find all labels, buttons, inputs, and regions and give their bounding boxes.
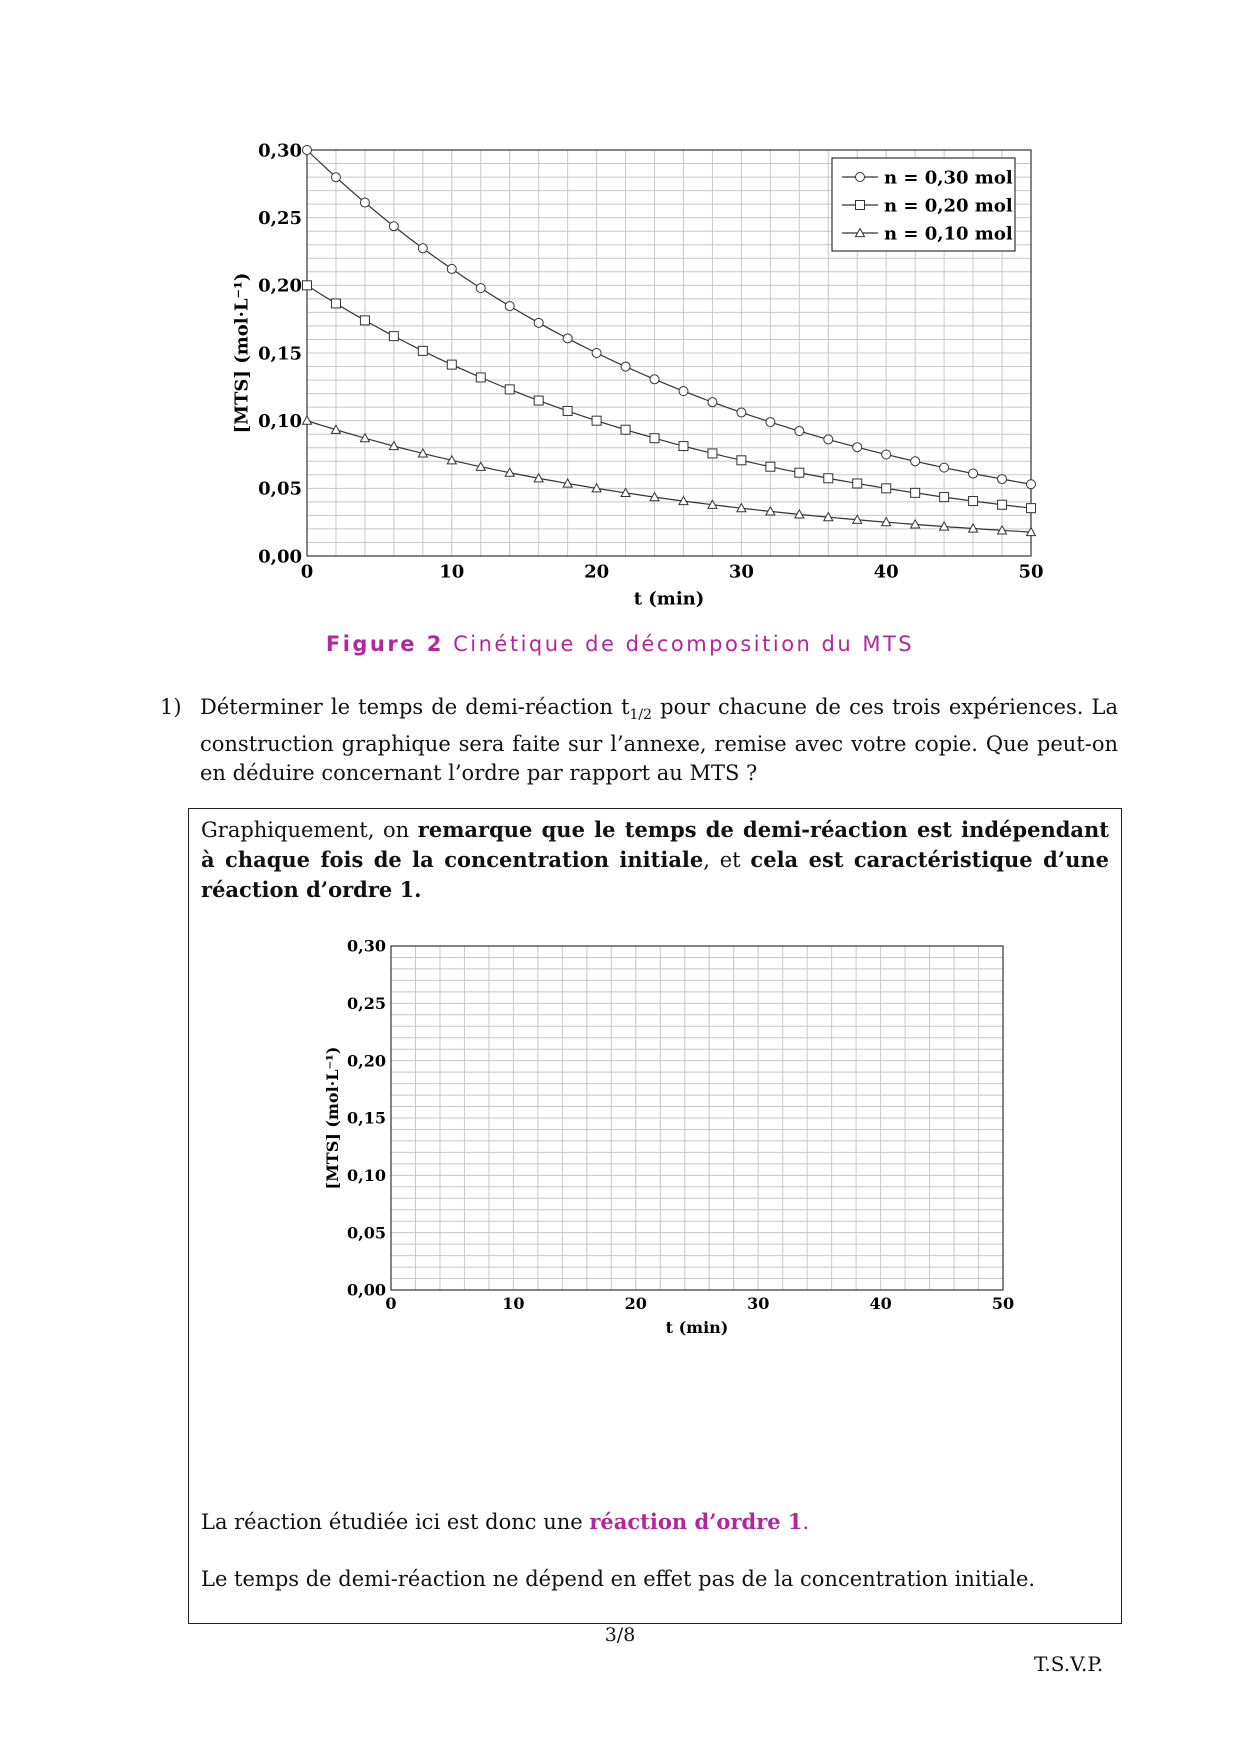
data-point-square [853, 479, 862, 488]
data-point-square [650, 434, 659, 443]
page-number: 3/8 [604, 1624, 636, 1646]
x-tick-label: 0 [300, 561, 314, 583]
data-point-square [882, 484, 891, 493]
data-point-square [360, 316, 369, 325]
data-point-circle [737, 408, 746, 417]
answer-p2-c: . [802, 1510, 810, 1534]
data-point-circle [621, 362, 630, 371]
data-point-square [795, 468, 804, 477]
y-tick-label: 0,25 [258, 207, 302, 229]
y-tick-label: 0,05 [258, 478, 302, 500]
question-number: 1) [160, 695, 182, 719]
data-point-square [911, 488, 920, 497]
y-tick-label: 0,30 [258, 140, 302, 162]
legend-label: n = 0,10 mol [884, 223, 1013, 245]
x-tick-label: 10 [502, 1294, 525, 1314]
y-tick-label: 0,10 [347, 1165, 386, 1185]
y-tick-label: 0,10 [258, 410, 302, 432]
data-point-circle [940, 463, 949, 472]
data-point-circle [505, 302, 514, 311]
figure-caption-label: Figure 2 [325, 632, 444, 656]
x-tick-label: 0 [385, 1294, 397, 1314]
x-tick-label: 50 [991, 1294, 1015, 1314]
data-point-square [766, 462, 775, 471]
data-point-square [708, 449, 717, 458]
y-tick-label: 0,25 [347, 993, 386, 1013]
data-point-circle [766, 418, 775, 427]
data-point-square [856, 201, 865, 210]
data-point-circle [911, 457, 920, 466]
data-point-square [563, 406, 572, 415]
figure-caption-text: Cinétique de décomposition du MTS [453, 632, 915, 656]
data-point-circle [998, 475, 1007, 484]
figure-chart-1 [0, 0, 1240, 630]
data-point-square [679, 442, 688, 451]
figure-caption [0, 632, 1240, 656]
y-tick-label: 0,00 [258, 546, 302, 568]
x-tick-label: 50 [1018, 561, 1044, 583]
y-tick-label: 0,20 [258, 275, 302, 297]
data-point-circle [563, 334, 572, 343]
data-point-square [737, 456, 746, 465]
data-point-square [1027, 504, 1036, 513]
question-text [200, 693, 1118, 788]
data-point-circle [708, 398, 717, 407]
data-point-circle [795, 427, 804, 436]
y-tick-label: 0,30 [347, 936, 386, 956]
y-tick-label: 0,00 [347, 1280, 386, 1300]
data-point-square [389, 332, 398, 341]
data-point-circle [679, 387, 688, 396]
x-tick-label: 40 [873, 561, 899, 583]
data-point-circle [882, 450, 891, 459]
data-point-circle [447, 264, 456, 273]
y-tick-label: 0,05 [347, 1223, 386, 1243]
data-point-circle [1027, 480, 1036, 489]
data-point-square [621, 425, 630, 434]
question-subscript: 1/2 [629, 707, 653, 724]
answer-paragraph-1 [201, 815, 1109, 905]
x-axis-label: t (min) [665, 1318, 729, 1338]
data-point-circle [592, 349, 601, 358]
x-tick-label: 10 [439, 561, 465, 583]
answer-p1-b: remarque que le temps de demi-réaction est indépendant à chaque fois de la concentration initiale [201, 817, 1109, 872]
data-point-square [592, 416, 601, 425]
answer-p1-c: , et [703, 848, 751, 872]
x-tick-label: 20 [584, 561, 610, 583]
answer-p2-a: La réaction étudiée ici est donc une [201, 1510, 590, 1534]
y-axis-label: [MTS] (mol·L⁻¹) [323, 1046, 343, 1190]
data-point-circle [389, 222, 398, 231]
data-point-square [331, 299, 340, 308]
data-point-square [505, 385, 514, 394]
data-point-circle [853, 443, 862, 452]
question-text-before: Déterminer le temps de demi-réaction t [200, 695, 630, 719]
answer-paragraph-2 [201, 1509, 809, 1534]
data-point-square [969, 497, 978, 506]
answer-p2-b: réaction d’ordre 1 [589, 1509, 803, 1534]
legend-label: n = 0,20 mol [884, 195, 1013, 217]
data-point-square [824, 474, 833, 483]
y-tick-label: 0,15 [258, 343, 302, 365]
answer-p1-d: cela est caractéristique d’une réaction d’ordre 1. [201, 847, 1109, 902]
data-point-circle [969, 469, 978, 478]
answer-box [188, 808, 1122, 1624]
data-point-circle [331, 173, 340, 182]
x-tick-label: 40 [869, 1294, 892, 1314]
data-point-square [940, 493, 949, 502]
y-tick-label: 0,20 [347, 1051, 386, 1071]
x-tick-label: 20 [624, 1294, 647, 1314]
data-point-circle [303, 146, 312, 155]
data-point-square [476, 373, 485, 382]
data-point-square [418, 346, 427, 355]
question-text-after: pour chacune de ces trois expériences. La construction graphique sera faite sur l’annexe, remise avec votre copie. Que peut-on en déduire concernant l’ordre par rapport au MTS ? [200, 695, 1118, 786]
answer-p1-a: Graphiquement, on [201, 818, 418, 842]
data-point-circle [360, 198, 369, 207]
data-point-circle [476, 284, 485, 293]
data-point-circle [824, 435, 833, 444]
data-point-square [303, 281, 312, 290]
legend-label: n = 0,30 mol [884, 167, 1013, 189]
x-tick-label: 30 [728, 561, 754, 583]
data-point-circle [856, 173, 865, 182]
data-point-circle [534, 318, 543, 327]
y-tick-label: 0,15 [347, 1108, 386, 1128]
tsvp: T.S.V.P. [1034, 1652, 1104, 1676]
data-point-circle [650, 375, 659, 384]
data-point-square [998, 500, 1007, 509]
data-point-square [447, 360, 456, 369]
x-tick-label: 30 [747, 1294, 770, 1314]
data-point-circle [418, 244, 427, 253]
answer-paragraph-3: Le temps de demi-réaction ne dépend en effet pas de la concentration initiale. [201, 1567, 1036, 1591]
x-axis-label: t (min) [633, 588, 705, 610]
data-point-square [534, 396, 543, 405]
y-axis-label: [MTS] (mol·L⁻¹) [231, 272, 253, 434]
